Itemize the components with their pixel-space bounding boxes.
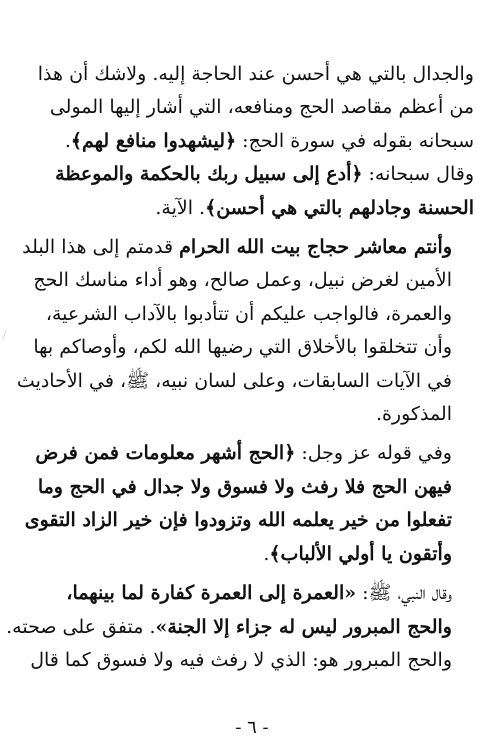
text-line <box>30 91 474 124</box>
text-line <box>24 504 474 537</box>
text-line <box>6 611 474 644</box>
text-line <box>30 58 474 91</box>
paragraph-p1 <box>30 58 474 158</box>
paragraph-p4 <box>24 437 474 571</box>
body-text: . متفق على صحته. <box>6 615 156 638</box>
bold-quote-text: ﴿أدع إلى سبيل ربك بالحكمة والموعظة <box>55 163 363 186</box>
text-line <box>30 298 474 331</box>
text-line <box>30 398 474 431</box>
body-text: وفي قوله عز وجل: <box>295 442 452 465</box>
text-line <box>16 365 474 398</box>
paragraph-p3 <box>16 231 474 431</box>
paragraph-p2 <box>30 158 474 225</box>
body-text: الأمين لغرض نبيل، وعمل صالح، وهو أداء مناسك الحج <box>33 269 452 292</box>
body-text: . <box>263 542 270 565</box>
text-line <box>30 577 474 610</box>
bold-quote-text: وأتقون يا أولي الألباب﴾ <box>269 542 452 565</box>
text-line <box>30 192 474 225</box>
bold-quote-text: فيهن الحج فلا رفث ولا فسوق ولا جدال في الحج وما <box>37 475 452 498</box>
body-text: وقال سبحانه: <box>362 163 474 186</box>
text-line <box>30 125 474 158</box>
bold-quote-text: ﴿الحج أشهر معلومات فمن فرض <box>35 442 296 465</box>
body-text: وقال النبي، ﷺ: <box>356 582 452 605</box>
body-text: في الآيات السابقات، وعلى لسان نبيه، ﷺ، في الأحاديث <box>16 369 452 392</box>
body-text: سبحانه بقوله في سورة الحج: <box>236 129 474 152</box>
text-line <box>22 231 474 264</box>
text-line <box>30 264 474 297</box>
page-number: - ٦ - <box>235 717 269 738</box>
paragraph-p6 <box>30 644 474 677</box>
bold-quote-text: وأنتم معاشر حجاج بيت الله الحرام <box>179 236 452 259</box>
body-text: من أعظم مقاصد الحج ومنافعه، التي أشار إليها المولى <box>49 96 474 119</box>
text-line <box>30 538 474 571</box>
bold-quote-text: والحج المبرور ليس له جزاء إلا الجنة» <box>155 615 452 638</box>
body-text: . الآية. <box>155 196 206 219</box>
body-text: المذكورة. <box>375 403 452 426</box>
margin-mark <box>2 330 13 340</box>
page-body-text <box>6 58 474 677</box>
text-line <box>30 437 474 470</box>
bold-quote-text: ﴿ليشهدوا منافع لهم﴾ <box>70 129 237 152</box>
body-text: . <box>64 129 71 152</box>
body-text: والعمرة، فالواجب عليكم أن تتأدبوا بالآداب الشرعية، <box>45 302 452 325</box>
body-text: قدمتم إلى هذا البلد <box>22 236 180 259</box>
text-line <box>30 158 474 191</box>
bold-quote-text: تفعلوا من خير يعلمه الله وتزودوا فإن خير الزاد التقوى <box>24 509 452 532</box>
body-text: والجدال بالتي هي أحسن عند الحاجة إليه. ولاشك أن هذا <box>37 63 474 85</box>
body-text: وأن تتخلقوا بالأخلاق التي رضيها الله لكم، وأوصاكم بها <box>33 336 452 359</box>
bold-quote-text: «العمرة إلى العمرة كفارة لما بينهما، <box>66 582 357 605</box>
bold-quote-text: الحسنة وجادلهم بالتي هي أحسن﴾ <box>205 196 474 219</box>
text-line <box>30 471 474 504</box>
text-line <box>30 331 474 364</box>
body-text: والحج المبرور هو: الذي لا رفث فيه ولا فسوق كما قال <box>30 648 452 671</box>
paragraph-p5 <box>6 577 474 644</box>
text-line <box>30 644 474 677</box>
